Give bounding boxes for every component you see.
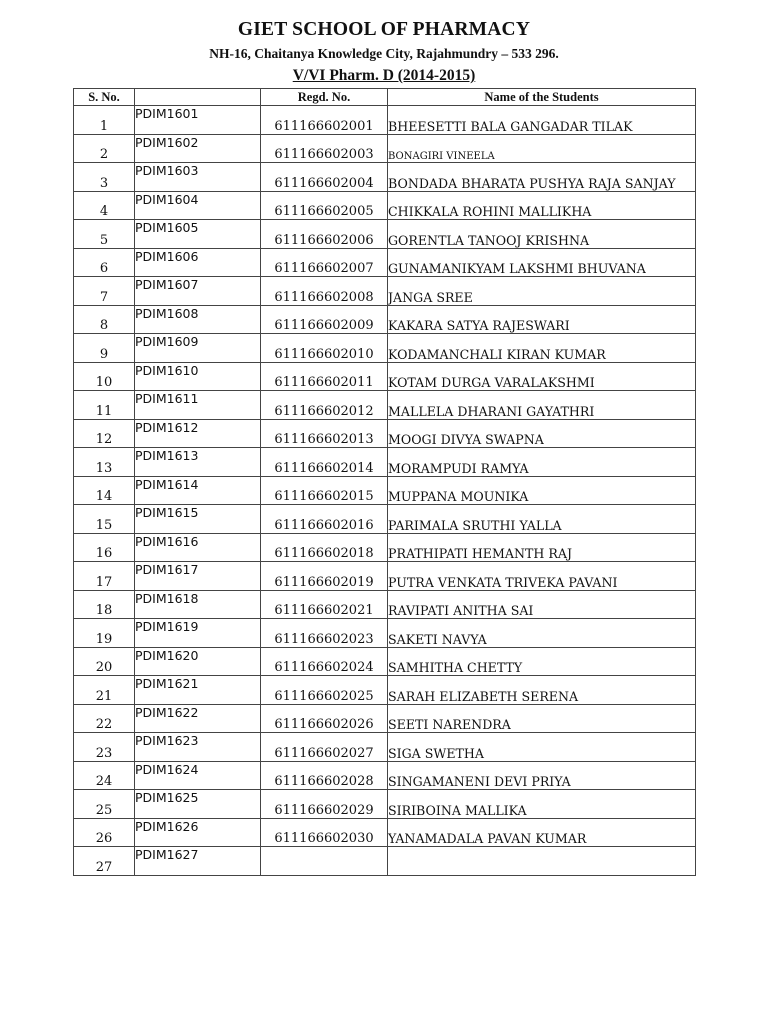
sno-cell: 11	[74, 391, 135, 420]
regd-no-cell: 611166602003	[261, 134, 388, 163]
sno-cell: 19	[74, 619, 135, 648]
student-code-cell: PDIM1601	[135, 106, 261, 135]
table-row	[74, 704, 696, 733]
sno-cell: 25	[74, 790, 135, 819]
regd-no-cell: 611166602005	[261, 191, 388, 220]
sno-cell: 7	[74, 277, 135, 306]
regd-no-cell	[261, 847, 388, 876]
table-row	[74, 419, 696, 448]
column-header-sno: S. No.	[74, 89, 135, 106]
student-name-cell: CHIKKALA ROHINI MALLIKHA	[388, 191, 696, 220]
student-name-cell: SEETI NARENDRA	[388, 704, 696, 733]
sno-cell: 6	[74, 248, 135, 277]
regd-no-cell: 611166602028	[261, 761, 388, 790]
table-row	[74, 163, 696, 192]
table-header-row	[74, 89, 696, 106]
regd-no-cell: 611166602016	[261, 505, 388, 534]
table-row	[74, 334, 696, 363]
student-code-cell: PDIM1603	[135, 163, 261, 192]
table-row	[74, 106, 696, 135]
student-code-cell: PDIM1606	[135, 248, 261, 277]
student-code-cell: PDIM1627	[135, 847, 261, 876]
column-header-name: Name of the Students	[388, 89, 696, 106]
regd-no-cell: 611166602006	[261, 220, 388, 249]
sno-cell: 23	[74, 733, 135, 762]
regd-no-cell: 611166602009	[261, 305, 388, 334]
student-code-cell: PDIM1607	[135, 277, 261, 306]
student-roster-table	[73, 88, 696, 876]
student-code-cell: PDIM1615	[135, 505, 261, 534]
sno-cell: 12	[74, 419, 135, 448]
student-code-cell: PDIM1623	[135, 733, 261, 762]
regd-no-cell: 611166602012	[261, 391, 388, 420]
table-row	[74, 619, 696, 648]
regd-no-cell: 611166602025	[261, 676, 388, 705]
student-code-cell: PDIM1614	[135, 476, 261, 505]
regd-no-cell: 611166602014	[261, 448, 388, 477]
table-row	[74, 790, 696, 819]
sno-cell: 4	[74, 191, 135, 220]
student-name-cell: SARAH ELIZABETH SERENA	[388, 676, 696, 705]
regd-no-cell: 611166602024	[261, 647, 388, 676]
student-code-cell: PDIM1609	[135, 334, 261, 363]
sno-cell: 17	[74, 562, 135, 591]
student-name-cell: PARIMALA SRUTHI YALLA	[388, 505, 696, 534]
regd-no-cell: 611166602018	[261, 533, 388, 562]
regd-no-cell: 611166602011	[261, 362, 388, 391]
student-name-cell: BHEESETTI BALA GANGADAR TILAK	[388, 106, 696, 135]
sno-cell: 16	[74, 533, 135, 562]
regd-no-cell: 611166602004	[261, 163, 388, 192]
student-name-cell: GUNAMANIKYAM LAKSHMI BHUVANA	[388, 248, 696, 277]
sno-cell: 24	[74, 761, 135, 790]
student-name-cell: KOTAM DURGA VARALAKSHMI	[388, 362, 696, 391]
table-row	[74, 590, 696, 619]
table-row	[74, 505, 696, 534]
student-name-cell	[388, 847, 696, 876]
regd-no-cell: 611166602027	[261, 733, 388, 762]
sno-cell: 10	[74, 362, 135, 391]
student-code-cell: PDIM1611	[135, 391, 261, 420]
student-name-cell: SAMHITHA CHETTY	[388, 647, 696, 676]
table-row	[74, 305, 696, 334]
sno-cell: 15	[74, 505, 135, 534]
student-code-cell: PDIM1612	[135, 419, 261, 448]
sno-cell: 20	[74, 647, 135, 676]
table-row	[74, 391, 696, 420]
table-row	[74, 647, 696, 676]
student-code-cell: PDIM1620	[135, 647, 261, 676]
table-row	[74, 733, 696, 762]
regd-no-cell: 611166602021	[261, 590, 388, 619]
table-row	[74, 761, 696, 790]
sno-cell: 27	[74, 847, 135, 876]
student-name-cell: SAKETI NAVYA	[388, 619, 696, 648]
sno-cell: 5	[74, 220, 135, 249]
student-name-cell: GORENTLA TANOOJ KRISHNA	[388, 220, 696, 249]
student-code-cell: PDIM1616	[135, 533, 261, 562]
student-name-cell: JANGA SREE	[388, 277, 696, 306]
student-name-cell: YANAMADALA PAVAN KUMAR	[388, 818, 696, 847]
student-name-cell: PUTRA VENKATA TRIVEKA PAVANI	[388, 562, 696, 591]
regd-no-cell: 611166602023	[261, 619, 388, 648]
table-row	[74, 277, 696, 306]
table-row	[74, 818, 696, 847]
sno-cell: 21	[74, 676, 135, 705]
student-name-cell: SINGAMANENI DEVI PRIYA	[388, 761, 696, 790]
student-name-cell: BONDADA BHARATA PUSHYA RAJA SANJAY	[388, 163, 696, 192]
institution-title: GIET SCHOOL OF PHARMACY	[237, 19, 531, 40]
student-code-cell: PDIM1602	[135, 134, 261, 163]
table-row	[74, 847, 696, 876]
student-name-cell: KAKARA SATYA RAJESWARI	[388, 305, 696, 334]
column-header-regd: Regd. No.	[261, 89, 388, 106]
regd-no-cell: 611166602010	[261, 334, 388, 363]
sno-cell: 8	[74, 305, 135, 334]
student-code-cell: PDIM1626	[135, 818, 261, 847]
table-row	[74, 448, 696, 477]
table-row	[74, 476, 696, 505]
table-row	[74, 562, 696, 591]
student-code-cell: PDIM1604	[135, 191, 261, 220]
student-name-cell: KODAMANCHALI KIRAN KUMAR	[388, 334, 696, 363]
sno-cell: 1	[74, 106, 135, 135]
student-code-cell: PDIM1624	[135, 761, 261, 790]
table-row	[74, 362, 696, 391]
student-code-cell: PDIM1618	[135, 590, 261, 619]
regd-no-cell: 611166602008	[261, 277, 388, 306]
student-code-cell: PDIM1605	[135, 220, 261, 249]
table-row	[74, 533, 696, 562]
table-body	[74, 106, 696, 876]
table-row	[74, 134, 696, 163]
table-row	[74, 676, 696, 705]
sno-cell: 26	[74, 818, 135, 847]
student-code-cell: PDIM1613	[135, 448, 261, 477]
regd-no-cell: 611166602015	[261, 476, 388, 505]
table-row	[74, 248, 696, 277]
student-name-cell: MALLELA DHARANI GAYATHRI	[388, 391, 696, 420]
column-header-code	[135, 89, 261, 106]
student-name-cell: MOOGI DIVYA SWAPNA	[388, 419, 696, 448]
regd-no-cell: 611166602030	[261, 818, 388, 847]
sno-cell: 14	[74, 476, 135, 505]
sno-cell: 18	[74, 590, 135, 619]
institution-address: NH-16, Chaitanya Knowledge City, Rajahmundry – 533 296.	[209, 46, 559, 61]
regd-no-cell: 611166602019	[261, 562, 388, 591]
student-code-cell: PDIM1622	[135, 704, 261, 733]
student-code-cell: PDIM1608	[135, 305, 261, 334]
sno-cell: 13	[74, 448, 135, 477]
student-code-cell: PDIM1619	[135, 619, 261, 648]
sno-cell: 2	[74, 134, 135, 163]
sno-cell: 3	[74, 163, 135, 192]
student-name-cell: MUPPANA MOUNIKA	[388, 476, 696, 505]
student-name-cell: PRATHIPATI HEMANTH RAJ	[388, 533, 696, 562]
regd-no-cell: 611166602026	[261, 704, 388, 733]
student-code-cell: PDIM1621	[135, 676, 261, 705]
table-row	[74, 191, 696, 220]
student-code-cell: PDIM1617	[135, 562, 261, 591]
sno-cell: 9	[74, 334, 135, 363]
student-name-cell: SIGA SWETHA	[388, 733, 696, 762]
student-name-cell: BONAGIRI VINEELA	[388, 134, 696, 163]
student-name-cell: MORAMPUDI RAMYA	[388, 448, 696, 477]
student-name-cell: RAVIPATI ANITHA SAI	[388, 590, 696, 619]
sno-cell: 22	[74, 704, 135, 733]
regd-no-cell: 611166602013	[261, 419, 388, 448]
regd-no-cell: 611166602001	[261, 106, 388, 135]
course-heading: V/VI Pharm. D (2014-2015)	[292, 67, 476, 84]
table-row	[74, 220, 696, 249]
student-code-cell: PDIM1625	[135, 790, 261, 819]
regd-no-cell: 611166602029	[261, 790, 388, 819]
regd-no-cell: 611166602007	[261, 248, 388, 277]
student-code-cell: PDIM1610	[135, 362, 261, 391]
student-name-cell: SIRIBOINA MALLIKA	[388, 790, 696, 819]
